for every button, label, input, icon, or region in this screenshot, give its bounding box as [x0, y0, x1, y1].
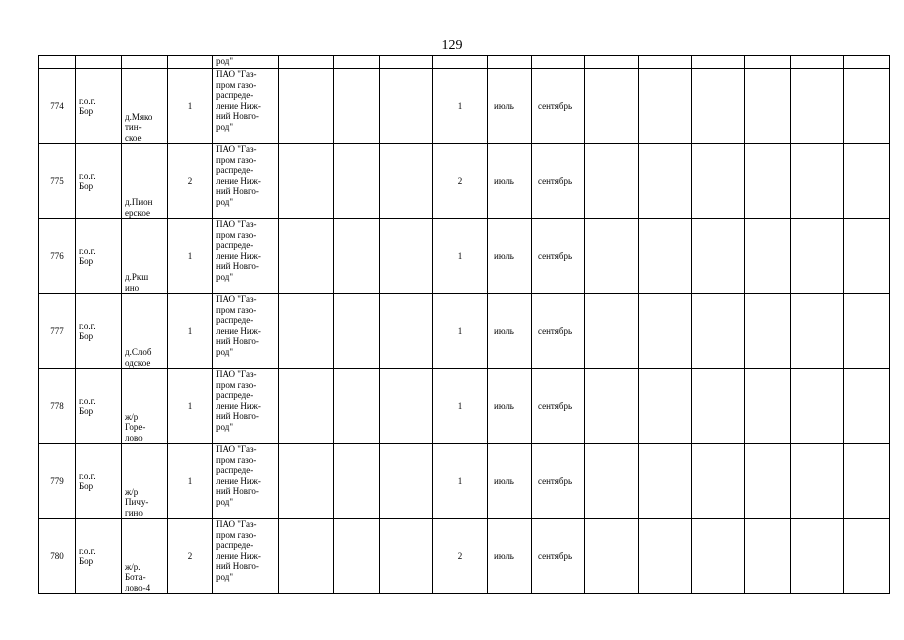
cell-empty — [380, 69, 433, 144]
table-body — [39, 56, 890, 594]
cell-empty — [745, 219, 791, 294]
cell-line: род" — [216, 196, 233, 207]
cell-empty — [791, 294, 844, 369]
cell-empty — [844, 219, 890, 294]
cell-organization — [213, 519, 279, 594]
cell-district — [76, 369, 122, 444]
cell-district — [76, 144, 122, 219]
cell-empty — [279, 219, 334, 294]
cell-line: ж/р — [125, 486, 139, 497]
cell-empty — [639, 369, 692, 444]
cell-line: ино — [125, 282, 140, 293]
cell-line: распреде- — [216, 90, 254, 100]
table-row — [39, 444, 890, 519]
cell-line: пром газо- — [216, 229, 257, 240]
cell-line: д.Мяко — [125, 111, 153, 122]
cell-line: ерское — [125, 207, 151, 218]
cell-organization — [213, 294, 279, 369]
cell-line: Бор — [79, 106, 94, 116]
cell-line: ление Ниж- — [216, 400, 261, 411]
cell-empty — [692, 219, 745, 294]
cell-empty — [844, 56, 890, 69]
cell-row-number: 780 — [39, 519, 76, 594]
cell-organization — [213, 369, 279, 444]
cell-empty — [380, 294, 433, 369]
cell-line: ское — [125, 132, 142, 143]
cell-district — [76, 444, 122, 519]
cell-empty — [279, 369, 334, 444]
cell-locality — [122, 369, 168, 444]
cell-line: ж/р — [125, 411, 139, 422]
cell-line: г.о.г. — [79, 95, 96, 106]
cell-empty — [532, 56, 585, 69]
cell-line: д.Ркш — [125, 272, 149, 282]
cell-empty — [639, 219, 692, 294]
cell-line: пром газо- — [216, 79, 257, 90]
cell-line: ПАО "Газ- — [216, 219, 257, 229]
cell-row-number: 775 — [39, 144, 76, 219]
cell-empty — [585, 144, 639, 219]
cell-empty — [791, 56, 844, 69]
cell-empty — [639, 56, 692, 69]
table-row — [39, 369, 890, 444]
cell-line: Пичу- — [125, 497, 149, 507]
cell-empty — [488, 56, 532, 69]
cell-empty — [334, 294, 380, 369]
cell-org-continuation — [213, 56, 279, 69]
table-row — [39, 144, 890, 219]
cell-quantity-2: 1 — [433, 294, 488, 369]
cell-empty — [791, 444, 844, 519]
cell-empty — [745, 294, 791, 369]
cell-line: д.Пион — [125, 197, 153, 207]
cell-empty — [844, 144, 890, 219]
cell-line: пром газо- — [216, 529, 257, 540]
cell-line: лово-4 — [125, 582, 151, 593]
cell-start-month: июль — [488, 69, 532, 144]
cell-line: распреде- — [216, 390, 254, 400]
cell-organization — [213, 69, 279, 144]
cell-quantity: 2 — [168, 519, 213, 594]
cell-empty — [639, 144, 692, 219]
cell-line: ПАО "Газ- — [216, 519, 257, 529]
cell-line: ление Ниж- — [216, 100, 261, 111]
cell-empty — [380, 219, 433, 294]
cell-district — [76, 294, 122, 369]
cell-line: г.о.г. — [79, 245, 96, 256]
cell-locality — [122, 219, 168, 294]
cell-quantity-2: 2 — [433, 144, 488, 219]
cell-organization — [213, 144, 279, 219]
cell-line: ПАО "Газ- — [216, 444, 257, 454]
cell-empty — [334, 369, 380, 444]
cell-line: ление Ниж- — [216, 325, 261, 336]
cell-empty — [380, 444, 433, 519]
cell-empty — [585, 219, 639, 294]
cell-district — [76, 219, 122, 294]
cell-line: распреде- — [216, 315, 254, 325]
cell-empty — [39, 56, 76, 69]
cell-empty — [380, 519, 433, 594]
cell-line: г.о.г. — [79, 395, 96, 406]
cell-line: г.о.г. — [79, 320, 96, 331]
cell-empty — [279, 69, 334, 144]
table-row-continuation — [39, 56, 890, 69]
cell-empty — [334, 444, 380, 519]
cell-line: род" — [216, 271, 233, 282]
cell-locality — [122, 69, 168, 144]
cell-row-number: 778 — [39, 369, 76, 444]
cell-line: гино — [125, 507, 143, 518]
cell-line: Бор — [79, 556, 94, 566]
cell-line: род" — [216, 421, 233, 432]
cell-line: ПАО "Газ- — [216, 369, 257, 379]
cell-line: род" — [216, 571, 233, 582]
cell-end-month: сентябрь — [532, 294, 585, 369]
cell-empty — [279, 519, 334, 594]
cell-empty — [745, 369, 791, 444]
cell-empty — [279, 444, 334, 519]
cell-district — [76, 69, 122, 144]
cell-line: род" — [216, 56, 233, 66]
cell-empty — [692, 294, 745, 369]
cell-row-number: 777 — [39, 294, 76, 369]
cell-empty — [639, 519, 692, 594]
cell-line: Горе- — [125, 422, 146, 432]
cell-line: ж/р. — [125, 561, 141, 572]
cell-quantity-2: 1 — [433, 219, 488, 294]
cell-end-month: сентябрь — [532, 519, 585, 594]
cell-empty — [844, 444, 890, 519]
cell-empty — [692, 69, 745, 144]
cell-line: ний Новго- — [216, 561, 259, 571]
cell-quantity: 1 — [168, 294, 213, 369]
cell-end-month: сентябрь — [532, 369, 585, 444]
cell-line: ление Ниж- — [216, 475, 261, 486]
cell-empty — [76, 56, 122, 69]
cell-empty — [745, 519, 791, 594]
cell-end-month: сентябрь — [532, 219, 585, 294]
cell-line: Бор — [79, 181, 94, 191]
cell-end-month: сентябрь — [532, 144, 585, 219]
cell-end-month: сентябрь — [532, 444, 585, 519]
cell-quantity: 1 — [168, 69, 213, 144]
table-row — [39, 219, 890, 294]
cell-empty — [692, 519, 745, 594]
cell-empty — [585, 56, 639, 69]
cell-quantity: 1 — [168, 219, 213, 294]
cell-locality — [122, 144, 168, 219]
cell-empty — [692, 444, 745, 519]
cell-locality — [122, 294, 168, 369]
cell-empty — [791, 519, 844, 594]
cell-line: Бота- — [125, 572, 146, 582]
cell-quantity-2: 1 — [433, 369, 488, 444]
cell-quantity: 1 — [168, 444, 213, 519]
cell-line: пром газо- — [216, 304, 257, 315]
cell-empty — [334, 56, 380, 69]
cell-end-month: сентябрь — [532, 69, 585, 144]
cell-locality — [122, 519, 168, 594]
cell-empty — [791, 219, 844, 294]
cell-start-month: июль — [488, 444, 532, 519]
cell-empty — [380, 56, 433, 69]
cell-line: Бор — [79, 406, 94, 416]
cell-line: род" — [216, 346, 233, 357]
cell-quantity-2: 1 — [433, 69, 488, 144]
cell-line: ление Ниж- — [216, 550, 261, 561]
cell-row-number: 776 — [39, 219, 76, 294]
cell-line: распреде- — [216, 165, 254, 175]
cell-empty — [334, 69, 380, 144]
cell-line: пром газо- — [216, 379, 257, 390]
cell-line: пром газо- — [216, 154, 257, 165]
cell-empty — [433, 56, 488, 69]
cell-line: г.о.г. — [79, 470, 96, 481]
cell-line: распреде- — [216, 540, 254, 550]
cell-line: род" — [216, 496, 233, 507]
cell-empty — [791, 369, 844, 444]
cell-empty — [639, 294, 692, 369]
cell-start-month: июль — [488, 144, 532, 219]
cell-line: распреде- — [216, 465, 254, 475]
cell-empty — [745, 69, 791, 144]
cell-empty — [745, 144, 791, 219]
cell-organization — [213, 444, 279, 519]
cell-empty — [639, 69, 692, 144]
cell-line: г.о.г. — [79, 545, 96, 556]
cell-empty — [168, 56, 213, 69]
cell-line: распреде- — [216, 240, 254, 250]
cell-empty — [334, 144, 380, 219]
cell-organization — [213, 219, 279, 294]
cell-line: ПАО "Газ- — [216, 294, 257, 304]
cell-quantity-2: 2 — [433, 519, 488, 594]
cell-quantity: 2 — [168, 144, 213, 219]
cell-empty — [585, 69, 639, 144]
cell-empty — [279, 56, 334, 69]
cell-line: ний Новго- — [216, 261, 259, 271]
cell-start-month: июль — [488, 294, 532, 369]
table-row — [39, 294, 890, 369]
cell-empty — [844, 294, 890, 369]
cell-row-number: 779 — [39, 444, 76, 519]
cell-line: Бор — [79, 256, 94, 266]
cell-quantity-2: 1 — [433, 444, 488, 519]
cell-start-month: июль — [488, 369, 532, 444]
cell-line: ний Новго- — [216, 486, 259, 496]
cell-empty — [122, 56, 168, 69]
page-number: 129 — [441, 38, 463, 53]
cell-empty — [380, 369, 433, 444]
cell-empty — [745, 56, 791, 69]
cell-row-number: 774 — [39, 69, 76, 144]
cell-empty — [279, 144, 334, 219]
cell-empty — [692, 369, 745, 444]
cell-empty — [639, 444, 692, 519]
cell-empty — [279, 294, 334, 369]
cell-line: ний Новго- — [216, 111, 259, 121]
cell-line: ний Новго- — [216, 186, 259, 196]
cell-empty — [585, 369, 639, 444]
cell-empty — [334, 519, 380, 594]
cell-empty — [334, 219, 380, 294]
cell-start-month: июль — [488, 519, 532, 594]
data-table — [38, 55, 890, 594]
cell-line: род" — [216, 121, 233, 132]
table-row — [39, 69, 890, 144]
cell-empty — [844, 69, 890, 144]
cell-empty — [791, 144, 844, 219]
cell-line: ний Новго- — [216, 336, 259, 346]
cell-locality — [122, 444, 168, 519]
cell-line: тин- — [125, 122, 142, 132]
cell-empty — [692, 144, 745, 219]
cell-empty — [791, 69, 844, 144]
cell-empty — [585, 294, 639, 369]
cell-line: ний Новго- — [216, 411, 259, 421]
cell-start-month: июль — [488, 219, 532, 294]
cell-empty — [745, 444, 791, 519]
cell-line: пром газо- — [216, 454, 257, 465]
cell-empty — [585, 444, 639, 519]
cell-line: ПАО "Газ- — [216, 144, 257, 154]
cell-line: Бор — [79, 331, 94, 341]
cell-line: Бор — [79, 481, 94, 491]
cell-line: д.Слоб — [125, 347, 152, 357]
cell-empty — [844, 519, 890, 594]
cell-line: г.о.г. — [79, 170, 96, 181]
cell-quantity: 1 — [168, 369, 213, 444]
cell-district — [76, 519, 122, 594]
cell-line: ление Ниж- — [216, 250, 261, 261]
cell-line: ление Ниж- — [216, 175, 261, 186]
table-row — [39, 519, 890, 594]
cell-empty — [844, 369, 890, 444]
cell-line: ПАО "Газ- — [216, 69, 257, 79]
cell-empty — [380, 144, 433, 219]
cell-line: одское — [125, 357, 151, 368]
cell-empty — [585, 519, 639, 594]
cell-line: лово — [125, 432, 143, 443]
cell-empty — [692, 56, 745, 69]
